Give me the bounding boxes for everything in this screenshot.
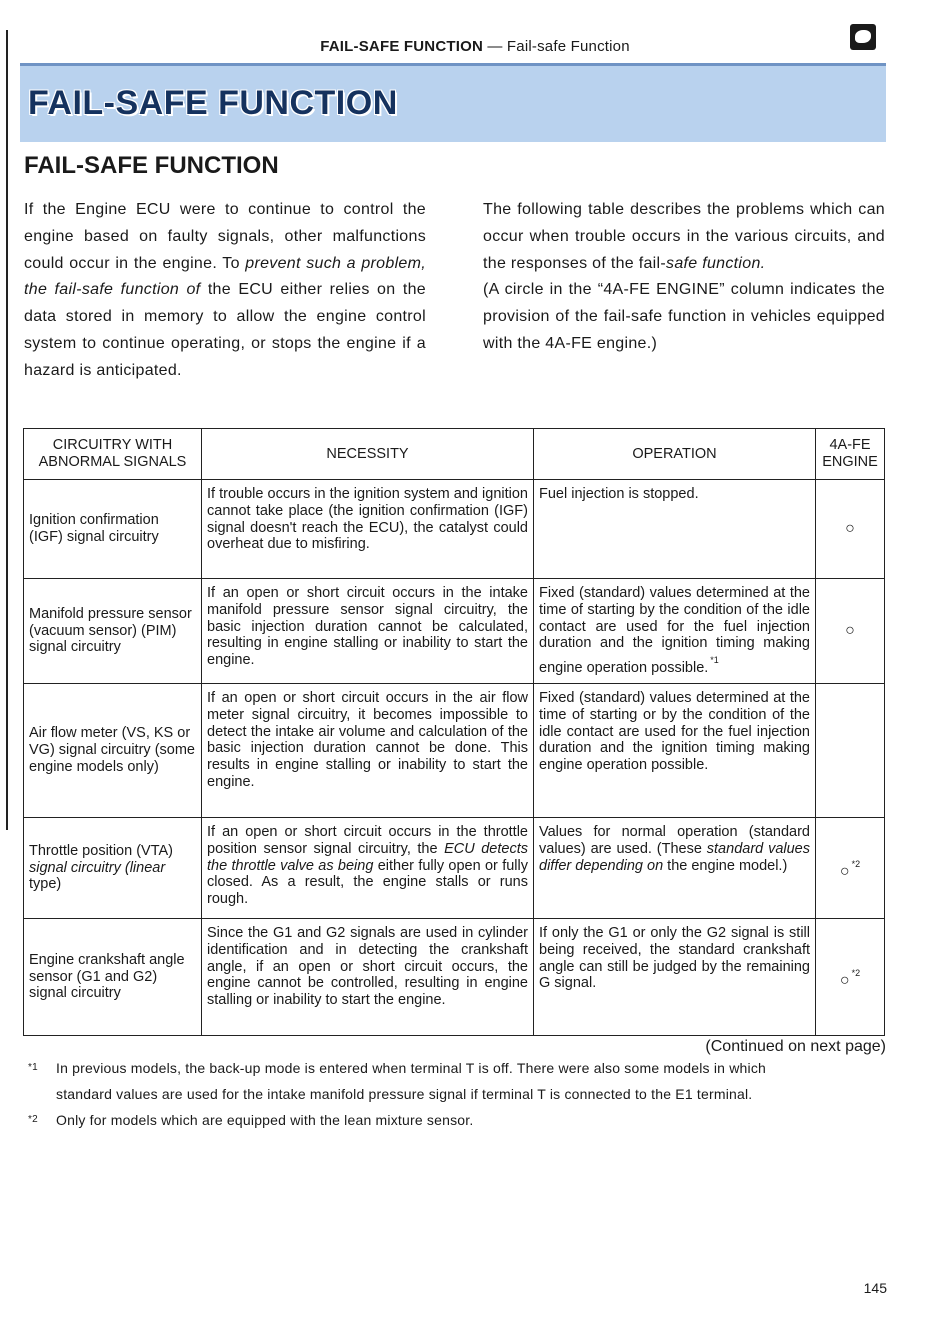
table-header-row (24, 429, 885, 480)
necessity-cell: If trouble occurs in the ignition system and ignition cannot take place (the ignition confirmation (IGF) signal doesn't reach the ECU), the catalyst could overheat due to misfiring. (202, 480, 534, 579)
header-circuitry: CIRCUITRY WITH ABNORMAL SIGNALS (24, 429, 202, 480)
chapter-banner (20, 63, 886, 142)
intro-right-paragraph-1 (483, 197, 885, 277)
footnote-2 (28, 1107, 888, 1133)
engine-cell (816, 480, 885, 579)
intro-left-text-c: the ECU either relies on the data stored in memory to allow the engine control system to continue operating, or stops the engine if a hazard is anticipated. (24, 281, 426, 379)
footnote-1 (28, 1055, 888, 1107)
provision-circle: ○ (845, 621, 855, 639)
banner-title: FAIL-SAFE FUNCTION (28, 84, 398, 122)
footnote-ref: *2 (851, 967, 861, 978)
necessity-text-c: either fully open or fully closed. As a result, the engine stalls or runs rough. (207, 857, 528, 908)
table-row (24, 817, 885, 918)
necessity-cell: If an open or short circuit occurs in the intake manifold pressure sensor signal circuitry, the basic injection duration cannot be calculated, resulting in engine stalling or inability to start the engine. (202, 579, 534, 684)
operation-cell: Fixed (standard) values determined at the time of starting or by the condition of the idle contact are used for the fuel injection duration and the ignition timing making engine operation possible. (534, 683, 816, 817)
operation-text: Fixed (standard) values determined at the time of starting by the condition of the idle contact are used for the fuel injection duration and the ignition timing making engine operation possible. (539, 585, 810, 677)
running-head (0, 38, 950, 55)
intro-right-text-a: The following table describes the problems which can occur when trouble occurs in the various circuits, and the responses of the fail- (483, 201, 885, 272)
fail-safe-table (23, 428, 885, 1036)
operation-cell (534, 579, 816, 684)
intro-left-column (24, 197, 426, 385)
page-number: 145 (863, 1280, 887, 1296)
circuit-text-a: Throttle position (VTA) (29, 842, 173, 859)
operation-cell (534, 817, 816, 918)
engine-cell (816, 918, 885, 1035)
table-row (24, 683, 885, 817)
intro-right-paragraph-2: (A circle in the “4A-FE ENGINE” column indicates the provision of the fail-safe function in vehicles equipped with the 4A-FE engine.) (483, 281, 885, 352)
continued-note: (Continued on next page) (705, 1038, 886, 1055)
circuit-cell: Manifold pressure sensor (vacuum sensor) (PIM) signal circuitry (24, 579, 202, 684)
footnote-ref: *1 (710, 655, 719, 666)
necessity-cell: Since the G1 and G2 signals are used in cylinder identification and in detecting the crankshaft angle, if an open or short circuit occurs, the engine cannot be controlled, resulting in engine stalling or inability to start the engine. (202, 918, 534, 1035)
footnote-text-continued: standard values are used for the intake manifold pressure signal if terminal T is connected to the E1 terminal. (56, 1086, 753, 1102)
engine-section-icon (850, 24, 876, 50)
intro-left-paragraph (24, 197, 426, 385)
engine-cell (816, 683, 885, 817)
circuit-text-b: signal circuitry (linear (29, 859, 166, 876)
necessity-cell: If an open or short circuit occurs in the air flow meter signal circuitry, it becomes impossible to detect the intake air volume and calculation of the basic injection duration cannot be done. This results in engine stalling or inability to start the engine. (202, 683, 534, 817)
header-4a-fe-engine: 4A-FE ENGINE (816, 429, 885, 480)
section-title: FAIL-SAFE FUNCTION (24, 152, 279, 179)
operation-cell: If only the G1 or only the G2 signal is still being received, the standard crankshaft angle can still be judged by the remaining G signal. (534, 918, 816, 1035)
operation-text-b: standard values differ depending on (539, 840, 810, 874)
circuit-cell (24, 817, 202, 918)
header-necessity: NECESSITY (202, 429, 534, 480)
table-row (24, 579, 885, 684)
circuit-text-c: type) (29, 876, 62, 893)
footnote-text: Only for models which are equipped with the lean mixture sensor. (56, 1112, 474, 1128)
footnote-ref: *2 (851, 858, 861, 869)
intro-right-column (483, 197, 885, 358)
circuit-cell: Air flow meter (VS, KS or VG) signal circuitry (some engine models only) (24, 683, 202, 817)
engine-cell (816, 579, 885, 684)
provision-circle: ○ (839, 862, 850, 880)
operation-text-a: Values for normal operation (standard values) are used. (These (539, 823, 810, 857)
operation-text-c: the engine model.) (663, 857, 788, 874)
left-margin-rule (6, 30, 8, 830)
header-operation: OPERATION (534, 429, 816, 480)
circuit-cell: Ignition confirmation (IGF) signal circuitry (24, 480, 202, 579)
table-row (24, 480, 885, 579)
running-head-rest: — Fail-safe Function (483, 38, 630, 55)
intro-left-text-b: prevent such a problem, the fail-safe function of (24, 254, 426, 299)
circuit-cell: Engine crankshaft angle sensor (G1 and G2) signal circuitry (24, 918, 202, 1035)
footnote-mark: *1 (28, 1062, 38, 1073)
intro-right-text-b: safe function. (666, 254, 766, 272)
necessity-text-a: If an open or short circuit occurs in the throttle position sensor signal circuitry, the (207, 823, 528, 857)
engine-cell (816, 817, 885, 918)
provision-circle: ○ (839, 971, 850, 989)
table-row (24, 918, 885, 1035)
provision-circle: ○ (845, 519, 855, 537)
footnote-text: In previous models, the back-up mode is entered when terminal T is off. There were also some models in which (56, 1060, 767, 1076)
intro-left-text-a: If the Engine ECU were to continue to control the engine based on faulty signals, other malfunctions could occur in the engine. To (24, 201, 426, 272)
running-head-bold: FAIL-SAFE FUNCTION (320, 38, 483, 55)
necessity-text-b: ECU detects the throttle valve as being (207, 840, 528, 874)
operation-cell: Fuel injection is stopped. (534, 480, 816, 579)
necessity-cell (202, 817, 534, 918)
footnote-mark: *2 (28, 1114, 38, 1125)
